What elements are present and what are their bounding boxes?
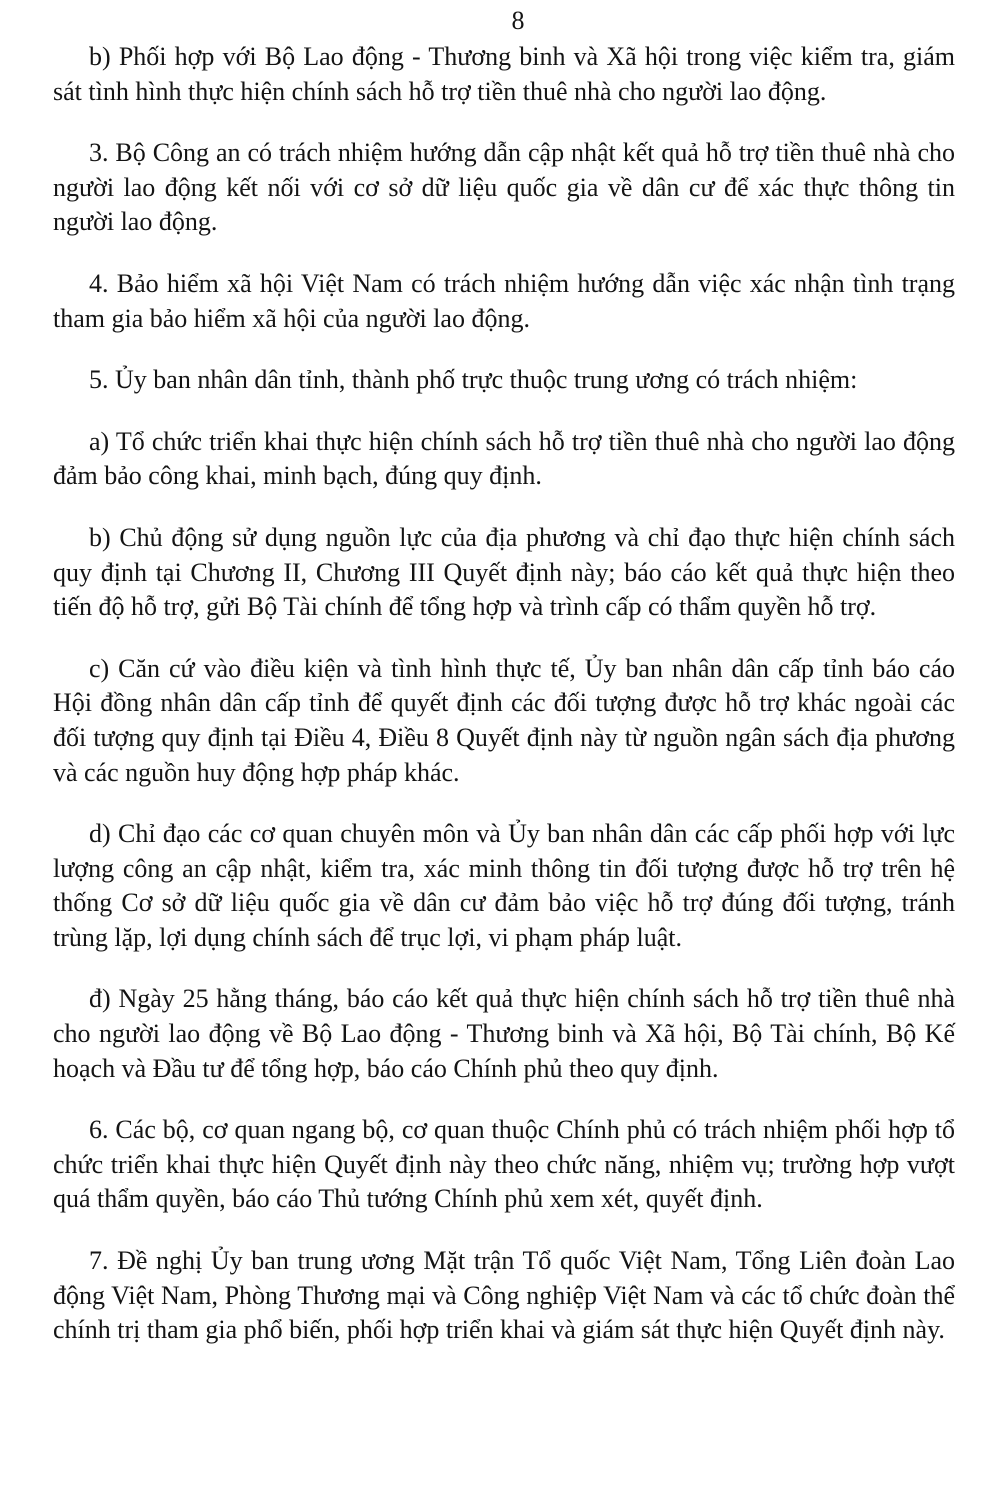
paragraph-5b: b) Chủ động sử dụng nguồn lực của địa phương và chỉ đạo thực hiện chính sách quy định tại Chương II, Chương III Quyết định này; báo cáo kết quả thực hiện theo tiến độ hỗ trợ, gửi Bộ Tài chính để tổng hợp và trình cấp có thẩm quyền hỗ trợ. [53, 522, 955, 622]
page-number: 8 [511, 6, 525, 35]
paragraph-4-social-insurance: 4. Bảo hiểm xã hội Việt Nam có trách nhiệm hướng dẫn việc xác nhận tình trạng tham gia bảo hiểm xã hội của người lao động. [53, 268, 955, 333]
paragraph-5d: d) Chỉ đạo các cơ quan chuyên môn và Ủy ban nhân dân các cấp phối hợp với lực lượng công an cập nhật, kiểm tra, xác minh thông tin đối tượng được hỗ trợ trên hệ thống Cơ sở dữ liệu quốc gia về dân cư đảm bảo việc hỗ trợ đúng đối tượng, tránh trùng lặp, lợi dụng chính sách để trục lợi, vi phạm pháp luật. [53, 819, 955, 952]
paragraph-5dd: đ) Ngày 25 hằng tháng, báo cáo kết quả thực hiện chính sách hỗ trợ tiền thuê nhà cho người lao động về Bộ Lao động - Thương binh và Xã hội, Bộ Tài chính, Bộ Kế hoạch và Đầu tư để tổng hợp, báo cáo Chính phủ theo quy định. [53, 984, 955, 1083]
paragraph-6-ministries: 6. Các bộ, cơ quan ngang bộ, cơ quan thuộc Chính phủ có trách nhiệm phối hợp tổ chức triển khai thực hiện Quyết định này theo chức năng, nhiệm vụ; trường hợp vượt quá thẩm quyền, báo cáo Thủ tướng Chính phủ xem xét, quyết định. [53, 1115, 955, 1214]
paragraph-5-provincial-committees: 5. Ủy ban nhân dân tỉnh, thành phố trực thuộc trung ương có trách nhiệm: [89, 365, 858, 395]
paragraph-5a: a) Tổ chức triển khai thực hiện chính sách hỗ trợ tiền thuê nhà cho người lao động đảm bảo công khai, minh bạch, đúng quy định. [53, 426, 955, 491]
paragraph-7-front-committee: 7. Đề nghị Ủy ban trung ương Mặt trận Tổ quốc Việt Nam, Tổng Liên đoàn Lao động Việt Nam, Phòng Thương mại và Công nghiệp Việt Nam và các tổ chức đoàn thể chính trị tham gia phổ biến, phối hợp triển khai và giám sát thực hiện Quyết định này. [53, 1246, 955, 1345]
paragraph-3-public-security: 3. Bộ Công an có trách nhiệm hướng dẫn cập nhật kết quả hỗ trợ tiền thuê nhà cho người lao động kết nối với cơ sở dữ liệu quốc gia về dân cư để xác thực thông tin người lao động. [53, 138, 955, 237]
paragraph-b-labor-ministry-coordination: b) Phối hợp với Bộ Lao động - Thương binh và Xã hội trong việc kiểm tra, giám sát tình hình thực hiện chính sách hỗ trợ tiền thuê nhà cho người lao động. [53, 42, 955, 106]
paragraph-5c: c) Căn cứ vào điều kiện và tình hình thực tế, Ủy ban nhân dân cấp tỉnh báo cáo Hội đồng nhân dân cấp tỉnh để quyết định các đối tượng được hỗ trợ khác ngoài các đối tượng quy định tại Điều 4, Điều 8 Quyết định này từ nguồn ngân sách địa phương và các nguồn huy động hợp pháp khác. [53, 653, 955, 787]
